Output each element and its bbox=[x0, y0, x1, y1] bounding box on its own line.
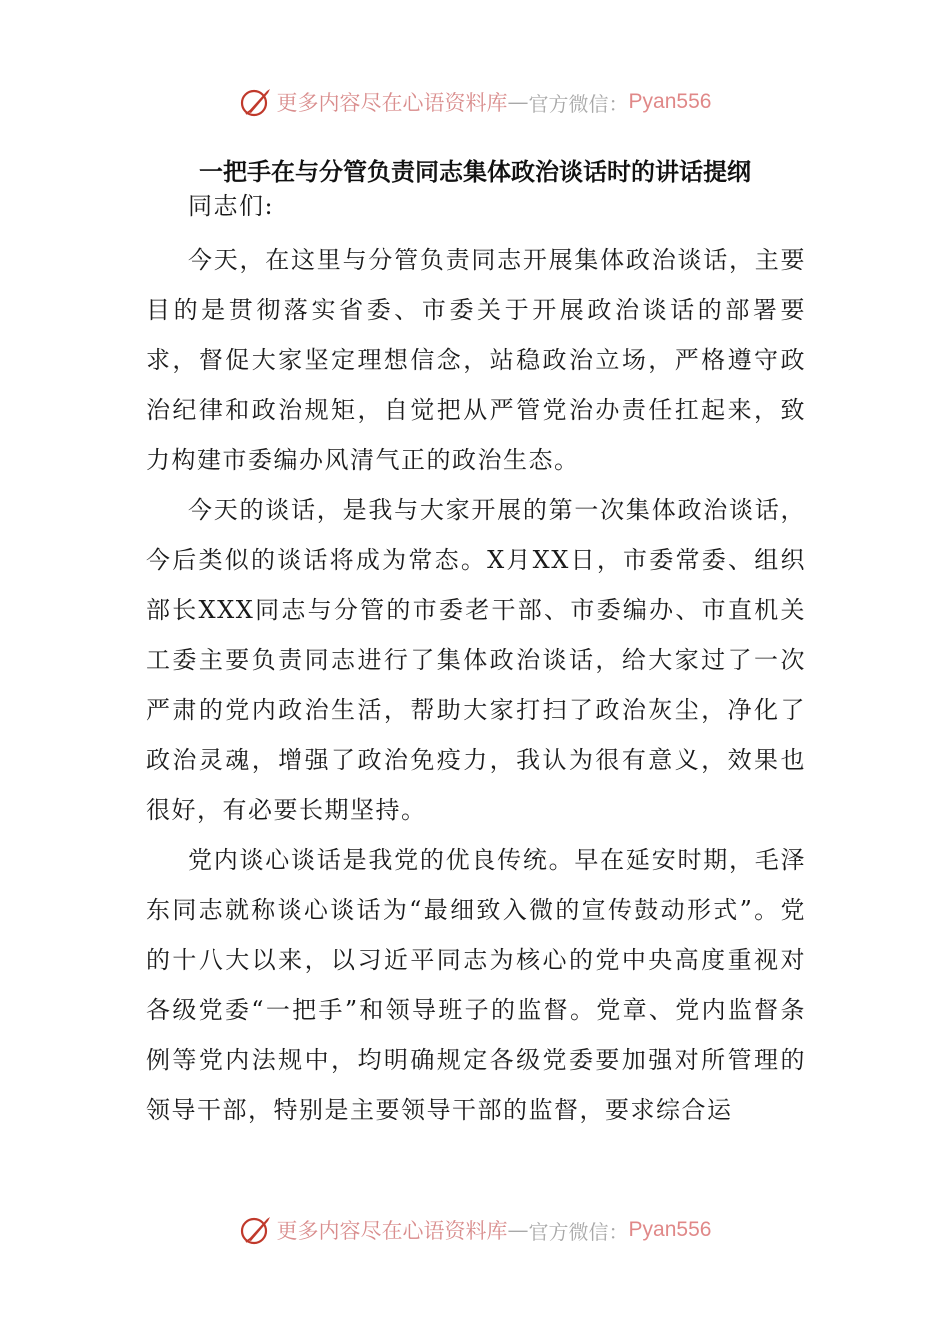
body-paragraph: 党内谈心谈话是我党的优良传统。早在延安时期，毛泽东同志就称谈心谈话为“最细致入微的宣传鼓动形式”。党的十八大以来，以习近平同志为核心的党中央高度重视对各级党委“一把手”和领导班子的监督。党章、党内监督条例等党内法规中，均明确规定各级党委要加强对所管理的领导干部，特别是主要领导干部的监督，要求综合运 bbox=[146, 846, 806, 1124]
banner-text: 更多内容尽在心语资料库 bbox=[276, 91, 508, 115]
banner-separator: — bbox=[507, 1218, 529, 1242]
document-title: 一把手在与分管负责同志集体政治谈话时的讲话提纲 bbox=[199, 158, 751, 186]
banner-wechat-label: 官方微信： bbox=[528, 1219, 629, 1244]
body-paragraph: 今天的谈话，是我与大家开展的第一次集体政治谈话，今后类似的谈话将成为常态。X月XX日，市委常委、组织部长XXX同志与分管的市委老干部、市委编办、市直机关工委主要负责同志进行了集体政治谈话，给大家过了一次严肃的党内政治生活，帮助大家打扫了政治灰尘，净化了政治灵魂，增强了政治免疫力，我认为很有意义，效果也很好，有必要长期坚持。 bbox=[146, 496, 806, 824]
banner-wechat-id: Pyan556 bbox=[628, 1218, 712, 1241]
banner-wechat-label: 官方微信： bbox=[528, 91, 629, 116]
document-body bbox=[146, 181, 806, 1135]
banner-text: 更多内容尽在心语资料库 bbox=[276, 1219, 508, 1243]
footer-banner bbox=[0, 1208, 950, 1252]
salutation: 同志们: bbox=[188, 192, 275, 220]
quill-pen-logo-icon bbox=[239, 85, 273, 119]
header-banner bbox=[0, 80, 950, 124]
body-paragraph: 今天，在这里与分管负责同志开展集体政治谈话，主要目的是贯彻落实省委、市委关于开展政治谈话的部署要求，督促大家坚定理想信念，站稳政治立场，严格遵守政治纪律和政治规矩，自觉把从严管党治办责任扛起来，致力构建市委编办风清气正的政治生态。 bbox=[146, 246, 806, 474]
banner-separator: — bbox=[507, 90, 529, 114]
banner-wechat-id: Pyan556 bbox=[628, 90, 712, 113]
quill-pen-logo-icon bbox=[239, 1213, 273, 1247]
